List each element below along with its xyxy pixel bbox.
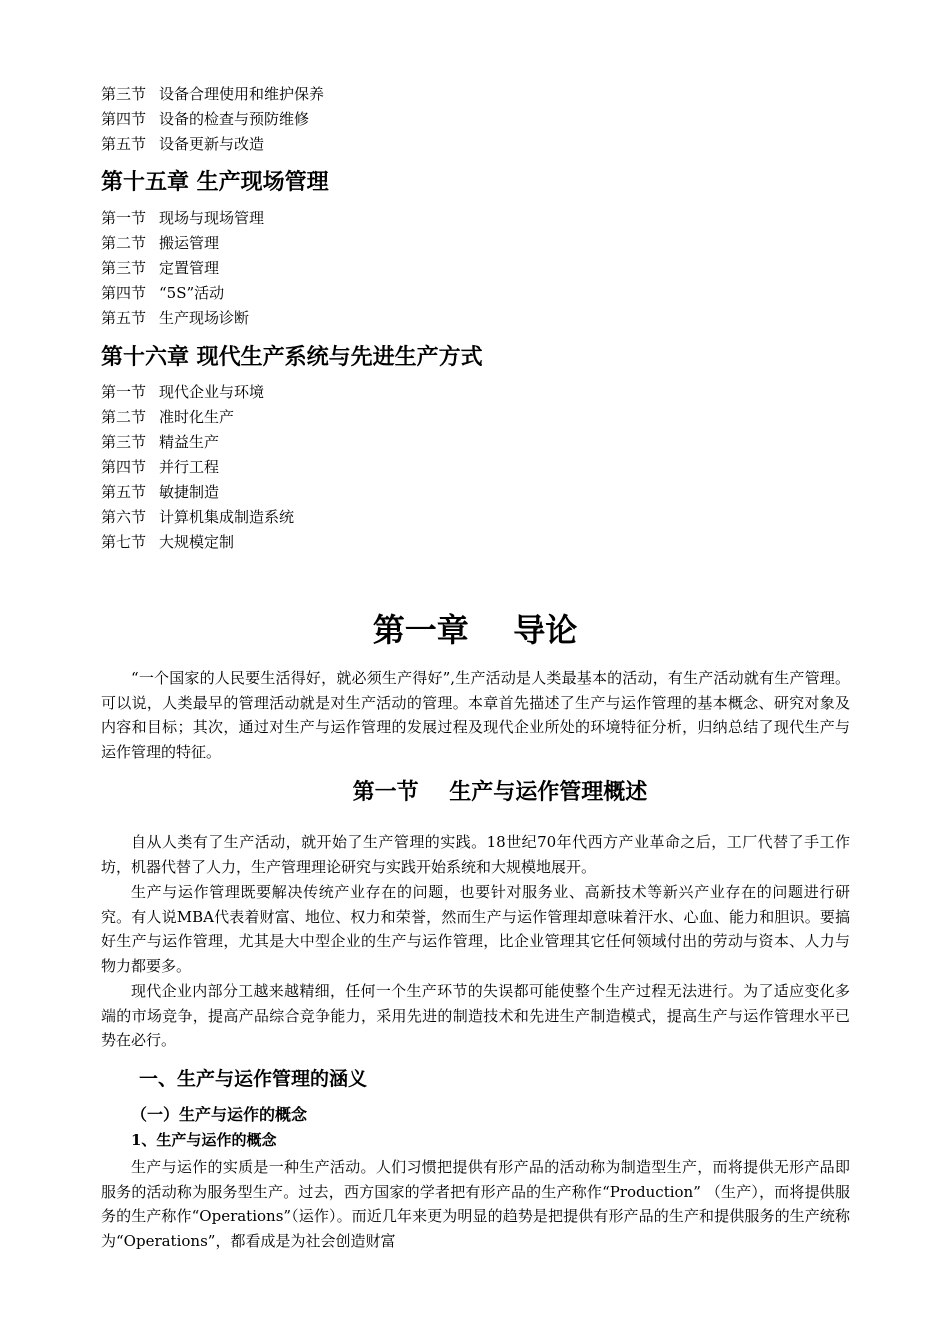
toc-section-number: 第四节 [101,458,147,476]
toc-section-title: 计算机集成制造系统 [159,508,295,526]
toc-item [101,432,219,452]
toc-section-number: 第二节 [101,408,147,426]
toc-item [101,507,294,527]
toc-section-number: 第三节 [101,433,147,451]
toc-section-title: 现代企业与环境 [159,383,265,401]
body-paragraph: 现代企业内部分工越来越精细，任何一个生产环节的失误都可能使整个生产过程无法进行。为了适应变化多端的市场竞争，提高产品综合竞争能力，采用先进的制造技术和先进生产制造模式，提高生产与运作管理水平已势在必行。 [101,982,850,1049]
toc-item [101,532,234,552]
toc-section-number: 第四节 [101,284,147,302]
toc-chapter-heading: 第十六章 现代生产系统与先进生产方式 [101,344,483,370]
toc-item [101,457,219,477]
toc-section-number: 第五节 [101,483,147,501]
toc-section-number: 第一节 [101,209,147,227]
subheading-level-2: （一）生产与运作的概念 [131,1105,308,1124]
toc-item [101,407,234,427]
toc-item [101,283,224,303]
toc-item [101,308,249,328]
toc-section-title: 并行工程 [159,458,220,476]
chapter-intro-paragraph: “一个国家的人民要生活得好，就必须生产得好”,生产活动是人类最基本的活动，有生产活动就有生产管理。可以说，人类最早的管理活动就是对生产活动的管理。本章首先描述了生产与运作管理的基本概念、研究对象及内容和目标；其次，通过对生产与运作管理的发展过程及现代企业所处的环境特征分析，归纳总结了现代生产与运作管理的特征。 [101,669,850,761]
body-paragraph: 生产与运作的实质是一种生产活动。人们习惯把提供有形产品的活动称为制造型生产，而将提供无形产品即服务的活动称为服务型生产。过去，西方国家的学者把有形产品的生产称作“Production” （生产），而将提供服务的生产称作“Operations”（运作）。而近几年来更为明显的趋势是把提供有形产品的生产和提供服务的生产统称为“Operations”，都看成是为社会创造财富 [101,1158,850,1250]
toc-section-title: 设备更新与改造 [159,135,265,153]
toc-item [101,382,264,402]
toc-section-title: 精益生产 [159,433,220,451]
toc-section-title: 大规模定制 [159,533,235,551]
toc-section-number: 第七节 [101,533,147,551]
toc-item [101,208,264,228]
toc-item [101,482,219,502]
section-title: 第一节 生产与运作管理概述 [352,779,648,805]
toc-section-number: 第二节 [101,234,147,252]
body-paragraph: 自从人类有了生产活动，就开始了生产管理的实践。18世纪70年代西方产业革命之后，工厂代替了手工作坊，机器代替了人力，生产管理理论研究与实践开始系统和大规模地展开。 [101,833,850,876]
toc-section-title: 准时化生产 [159,408,235,426]
toc-section-number: 第三节 [101,259,147,277]
toc-section-number: 第五节 [101,309,147,327]
toc-section-title: 搬运管理 [159,234,220,252]
subheading-level-3: 1、生产与运作的概念 [131,1131,277,1149]
toc-section-title: 现场与现场管理 [159,209,265,227]
toc-section-title: 设备合理使用和维护保养 [159,85,325,103]
toc-item [101,258,219,278]
toc-section-title: 设备的检查与预防维修 [159,110,310,128]
subheading-level-1: 一、生产与运作管理的涵义 [139,1068,368,1090]
toc-section-title: 生产现场诊断 [159,309,250,327]
toc-section-title: 定置管理 [159,259,220,277]
toc-section-number: 第四节 [101,110,147,128]
toc-item [101,84,324,104]
toc-section-number: 第六节 [101,508,147,526]
toc-item [101,134,264,154]
chapter-title: 第一章 导论 [372,611,578,649]
toc-item [101,109,309,129]
toc-section-number: 第一节 [101,383,147,401]
toc-section-number: 第五节 [101,135,147,153]
body-paragraph: 生产与运作管理既要解决传统产业存在的问题，也要针对服务业、高新技术等新兴产业存在的问题进行研究。有人说MBA代表着财富、地位、权力和荣誉，然而生产与运作管理却意味着汗水、心血、能力和胆识。要搞好生产与运作管理，尤其是大中型企业的生产与运作管理，比企业管理其它任何领域付出的劳动与资本、人力与物力都要多。 [101,883,850,975]
toc-section-number: 第三节 [101,85,147,103]
toc-section-title: 敏捷制造 [159,483,220,501]
toc-item [101,233,219,253]
toc-chapter-heading: 第十五章 生产现场管理 [101,169,329,195]
toc-section-title: “5S”活动 [159,284,225,302]
